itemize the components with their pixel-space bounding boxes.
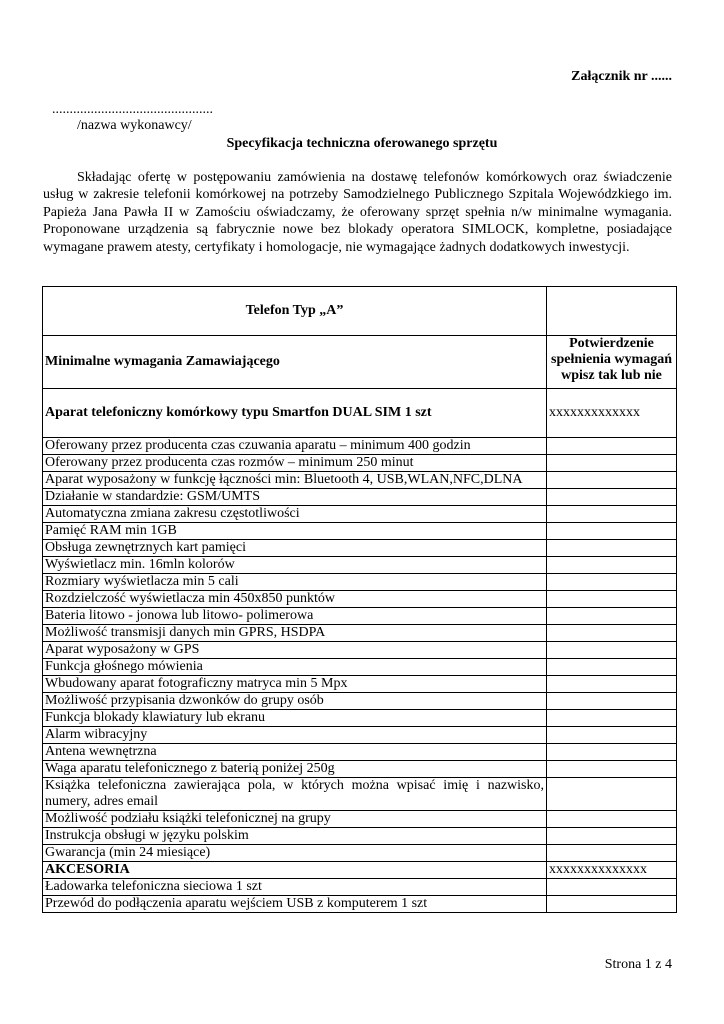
table-row — [43, 693, 677, 710]
confirmation-cell[interactable] — [547, 727, 677, 744]
phone-type-header: Telefon Typ „A” — [43, 287, 547, 336]
confirmation-cell[interactable] — [547, 625, 677, 642]
confirmation-cell[interactable] — [547, 761, 677, 778]
requirement-cell: Książka telefoniczna zawierająca pola, w których można wpisać imię i nazwisko, numery, adres email — [43, 778, 547, 811]
table-row — [43, 557, 677, 574]
requirements-table — [42, 286, 677, 913]
requirement-cell: Możliwość przypisania dzwonków do grupy osób — [43, 693, 547, 710]
requirement-cell: Możliwość transmisji danych min GPRS, HSDPA — [43, 625, 547, 642]
requirement-cell: Waga aparatu telefonicznego z baterią poniżej 250g — [43, 761, 547, 778]
table-row — [43, 896, 677, 913]
confirmation-header-line: spełnienia wymagań — [551, 352, 672, 367]
confirmation-cell[interactable] — [547, 845, 677, 862]
document-title: Specyfikacja techniczna oferowanego sprzętu — [226, 136, 498, 151]
confirmation-header-line: wpisz tak lub nie — [561, 368, 662, 383]
table-row — [43, 642, 677, 659]
confirmation-cell[interactable] — [547, 693, 677, 710]
table-row — [43, 523, 677, 540]
table-header-row — [43, 287, 677, 336]
requirement-cell: Alarm wibracyjny — [43, 727, 547, 744]
table-row — [43, 761, 677, 778]
table-row — [43, 489, 677, 506]
table-row — [43, 828, 677, 845]
confirmation-header-line: Potwierdzenie — [569, 336, 654, 351]
requirement-cell: Instrukcja obsługi w języku polskim — [43, 828, 547, 845]
requirement-cell: Automatyczna zmiana zakresu częstotliwości — [43, 506, 547, 523]
page-number: Strona 1 z 4 — [604, 957, 672, 972]
requirement-cell: Wbudowany aparat fotograficzny matryca min 5 Mpx — [43, 676, 547, 693]
confirmation-cell[interactable] — [547, 676, 677, 693]
table-row — [43, 591, 677, 608]
confirmation-cell[interactable] — [547, 896, 677, 913]
requirement-cell: Działanie w standardzie: GSM/UMTS — [43, 489, 547, 506]
requirements-header: Minimalne wymagania Zamawiającego — [43, 336, 547, 389]
confirmation-cell[interactable] — [547, 828, 677, 845]
table-row — [43, 472, 677, 489]
table-row — [43, 879, 677, 896]
confirmation-cell[interactable] — [547, 574, 677, 591]
contractor-label: /nazwa wykonawcy/ — [77, 118, 192, 133]
section-title-accessories: AKCESORIA — [43, 862, 547, 879]
attachment-number: Załącznik nr ...... — [571, 69, 672, 84]
table-row — [43, 625, 677, 642]
confirmation-cell[interactable] — [547, 591, 677, 608]
table-row — [43, 574, 677, 591]
table-row — [43, 845, 677, 862]
table-row — [43, 744, 677, 761]
confirmation-cell[interactable] — [547, 659, 677, 676]
table-row — [43, 676, 677, 693]
table-row — [43, 710, 677, 727]
intro-paragraph: Składając ofertę w postępowaniu zamówienia na dostawę telefonów komórkowych oraz świadczenie usług w zakresie telefonii komórkowej na potrzeby Samodzielnego Publicznego Szpitala Wojewódzkiego im. Papieża Jana Pawła II w Zamościu oświadczamy, że oferowany sprzęt spełnia n/w minimalne wymagania. Proponowane urządzenia są fabrycznie nowe bez blokady operatora SIMLOCK, kompletne, posiadające wymagane prawem atesty, certyfikaty i homologacje, nie wymagające żadnych dodatkowych inwestycji. — [43, 170, 672, 255]
confirmation-cell[interactable] — [547, 608, 677, 625]
table-row — [43, 727, 677, 744]
table-row — [43, 608, 677, 625]
requirement-cell: Aparat wyposażony w funkcję łączności min: Bluetooth 4, USB,WLAN,NFC,DLNA — [43, 472, 547, 489]
table-row — [43, 438, 677, 455]
section-row-device — [43, 389, 677, 438]
confirmation-cell[interactable] — [547, 744, 677, 761]
confirmation-cell[interactable] — [547, 811, 677, 828]
requirement-cell: Funkcja głośnego mówienia — [43, 659, 547, 676]
requirement-cell: Bateria litowo - jonowa lub litowo- polimerowa — [43, 608, 547, 625]
requirement-cell: Antena wewnętrzna — [43, 744, 547, 761]
requirement-cell: Oferowany przez producenta czas czuwania aparatu – minimum 400 godzin — [43, 438, 547, 455]
table-row — [43, 506, 677, 523]
table-row — [43, 778, 677, 811]
confirmation-cell[interactable] — [547, 557, 677, 574]
requirement-cell: Rozdzielczość wyświetlacza min 450x850 punktów — [43, 591, 547, 608]
requirement-cell: Wyświetlacz min. 16mln kolorów — [43, 557, 547, 574]
confirmation-cell[interactable] — [547, 489, 677, 506]
table-subheader-row — [43, 336, 677, 389]
confirmation-cell[interactable] — [547, 540, 677, 557]
table-row — [43, 540, 677, 557]
confirmation-header — [547, 336, 677, 389]
confirmation-cell[interactable] — [547, 778, 677, 811]
table-row — [43, 659, 677, 676]
requirement-cell: Rozmiary wyświetlacza min 5 cali — [43, 574, 547, 591]
confirmation-cell[interactable] — [547, 455, 677, 472]
requirement-cell: Ładowarka telefoniczna sieciowa 1 szt — [43, 879, 547, 896]
confirmation-cell[interactable] — [547, 710, 677, 727]
confirmation-cell[interactable] — [547, 642, 677, 659]
section-mark-device: xxxxxxxxxxxxx — [547, 389, 677, 438]
section-title-device: Aparat telefoniczny komórkowy typu Smartfon DUAL SIM 1 szt — [43, 389, 547, 438]
confirmation-cell[interactable] — [547, 472, 677, 489]
table-row — [43, 811, 677, 828]
confirmation-cell[interactable] — [547, 506, 677, 523]
confirmation-cell[interactable] — [547, 438, 677, 455]
requirement-cell: Możliwość podziału książki telefonicznej na grupy — [43, 811, 547, 828]
requirement-cell: Oferowany przez producenta czas rozmów – minimum 250 minut — [43, 455, 547, 472]
requirement-cell: Pamięć RAM min 1GB — [43, 523, 547, 540]
table-row — [43, 455, 677, 472]
header-empty-cell — [547, 287, 677, 336]
confirmation-cell[interactable] — [547, 879, 677, 896]
requirement-cell: Gwarancja (min 24 miesiące) — [43, 845, 547, 862]
requirement-cell: Obsługa zewnętrznych kart pamięci — [43, 540, 547, 557]
contractor-dots-line: .............................................. — [52, 102, 213, 117]
requirement-cell: Funkcja blokady klawiatury lub ekranu — [43, 710, 547, 727]
requirement-cell: Aparat wyposażony w GPS — [43, 642, 547, 659]
section-row-accessories — [43, 862, 677, 879]
requirement-cell: Przewód do podłączenia aparatu wejściem USB z komputerem 1 szt — [43, 896, 547, 913]
section-mark-cell: xxxxxxxxxxxxxx — [547, 862, 677, 879]
confirmation-cell[interactable] — [547, 523, 677, 540]
